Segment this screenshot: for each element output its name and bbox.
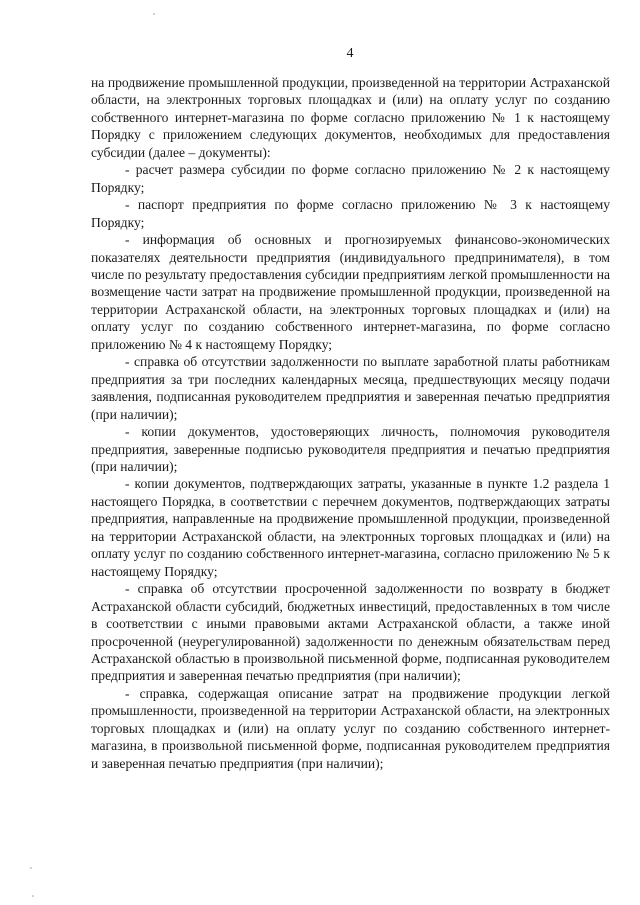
list-item-enterprise-passport: - паспорт предприятия по форме согласно приложению № 3 к настоящему Порядку;: [91, 197, 610, 230]
list-item-identity-documents: - копии документов, удостоверяющих личность, полномочия руководителя предприятия, заверенные подписью руководителя предприятия и печатью предприятия (при наличии);: [91, 424, 610, 474]
list-item-expense-description: - справка, содержащая описание затрат на продвижение продукции легкой промышленности, произведенной на территории Астраханской области, на электронных торговых площадках и (или) на оплату услуг по созданию собственного интернет-магазина, в произвольной письменной форме, подписанная руководителем предприятия и заверенная печатью предприятия (при наличии);: [91, 685, 610, 771]
list-item-financial-indicators: - информация об основных и прогнозируемых финансово-экономических показателях деятельности предприятия (индивидуального предпринимателя), в том числе по результату предоставления субсидии предприятиям легкой промышленности на возмещение части затрат на продвижение промышленной продукции, произведенной на территории Астраханской области, на электронных торговых площадках и (или) на оплату услуг по созданию собственного интернет-магазина, по форме согласно приложению № 4 к настоящему Порядку;: [91, 232, 610, 352]
page-number: 4: [346, 46, 354, 61]
list-item-budget-debt-certificate: - справка об отсутствии просроченной задолженности по возврату в бюджет Астраханской области субсидий, бюджетных инвестиций, предоставленных в том числе в соответствии с иными правовыми актами Астраханской области, а также иной просроченной (неурегулированной) задолженности по денежным обязательствам перед Астраханской областью в произвольной письменной форме, подписанная руководителем предприятия и заверенная печатью предприятия (при наличии);: [91, 581, 610, 684]
list-item-salary-debt-certificate: - справка об отсутствии задолженности по выплате заработной платы работникам предприятия за три последних календарных месяца, предшествующих месяцу подачи заявления, подписанная руководителем предприятия и заверенная печатью предприятия (при наличии);: [91, 354, 610, 422]
list-item-subsidy-calculation: - расчет размера субсидии по форме согласно приложению № 2 к настоящему Порядку;: [91, 162, 610, 195]
document-body: [91, 74, 610, 772]
paragraph-application-intro: на продвижение промышленной продукции, произведенной на территории Астраханской области, на электронных торговых площадках и (или) на оплату услуг по созданию собственного интернет-магазина по форме согласно приложению № 1 к настоящему Порядку с приложением следующих документов, необходимых для предоставления субсидии (далее – документы):: [91, 75, 610, 160]
list-item-expense-documents: - копии документов, подтверждающих затраты, указанные в пункте 1.2 раздела 1 настоящего Порядка, в соответствии с перечнем документов, подтверждающих затраты предприятия, направленные на продвижение промышленной продукции, произведенной на территории Астраханской области, на электронных торговых площадках и (или) на оплату услуг по созданию собственного интернет-магазина, согласно приложению № 5 к настоящему Порядку;: [91, 476, 610, 579]
